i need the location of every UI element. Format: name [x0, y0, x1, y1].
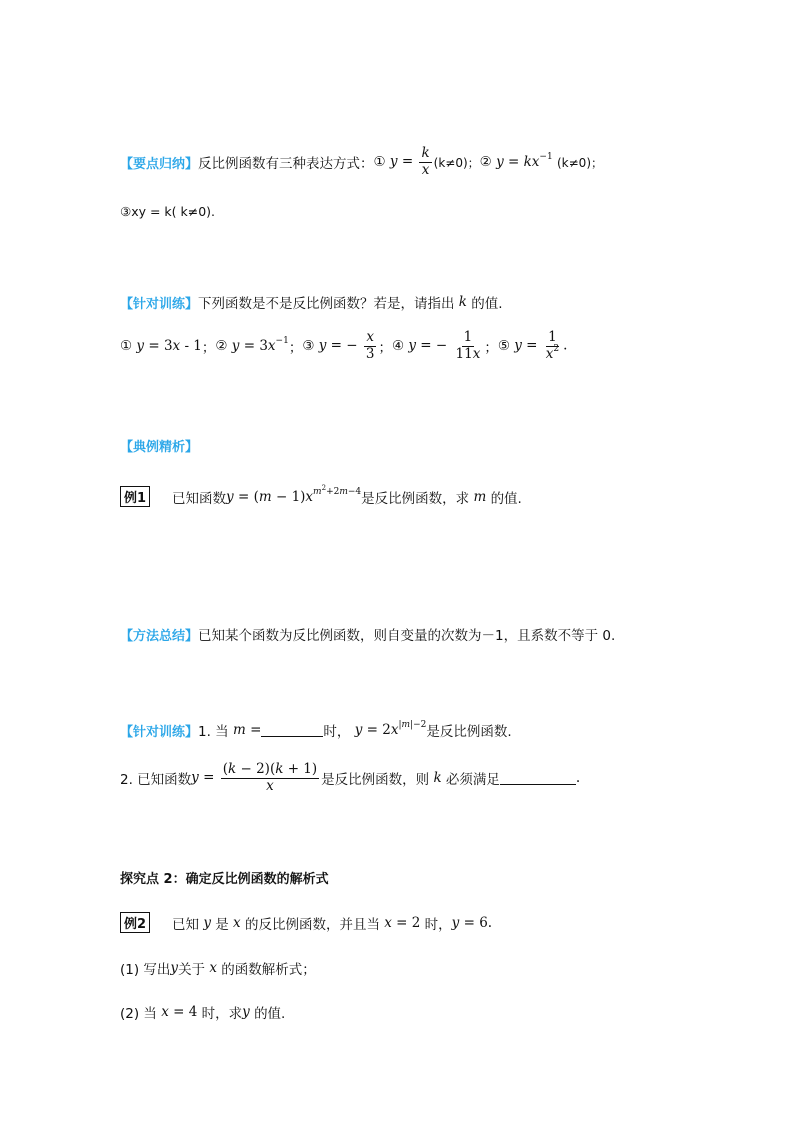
example2-cond-x: x = 2 [384, 914, 425, 931]
example1-label: 例1 [120, 486, 150, 507]
training2-q1-b: 时， [323, 724, 351, 740]
training1-formula-4: y = − $\frac{1}{11x}$ [408, 329, 481, 362]
example2-q2-line: (2) 当 x = 4 时，求 y 的值. [120, 1004, 286, 1022]
method-text: 已知某个函数为反比例函数，则自变量的次数为－1，且系数不等于 0. [198, 628, 616, 644]
item1-condition: (k≠0)； [433, 155, 480, 170]
example2-q2-c: 的值. [254, 1006, 286, 1022]
training2-q1-var: m = [232, 722, 262, 738]
training1-formula-3: y = − $\frac{x}{3}$ [318, 329, 375, 362]
training2-q2-b: 是反比例函数，则 [321, 772, 430, 789]
example2-cond-y: y = 6. [451, 914, 493, 931]
formula-2: $y = kx^{-1}$ [496, 152, 553, 171]
formula-1: y = $\frac{k}{x}$ [389, 145, 430, 178]
training2-tag: 【针对训练】 [120, 724, 199, 740]
training2-q1-a: 1. 当 [198, 724, 229, 740]
training2-q2-formula: y = $\frac{(k - 2)(k + 1)}{x}$ [191, 761, 318, 794]
training1-question-line: 【针对训练】 下列函数是不是反比例函数？若是，请指出 k 的值. [120, 294, 503, 312]
example2-text-c: 的反比例函数，并且当 [244, 916, 380, 933]
key-points-intro: 反比例函数有三种表达方式： [198, 156, 374, 173]
training1-item-1-mark: ① [120, 338, 133, 355]
example2-q2-cond: x = 4 [161, 1004, 202, 1020]
section2-title: 探究点 2：确定反比例函数的解析式 [120, 872, 329, 887]
example2-text-a: 已知 [172, 916, 200, 933]
training2-q2-a: 2. 已知函数 [120, 772, 192, 789]
example2-text-b: 是 [215, 916, 229, 933]
typical-tag: 【典例精析】 [120, 440, 199, 455]
example1-text-c: 的值. [490, 490, 522, 507]
example2-line: 例2 已知 y 是 x 的反比例函数，并且当 x = 2 时， y = 6. [120, 912, 492, 933]
example2-text-d: 时， [424, 916, 452, 933]
training2-q1-line [120, 720, 512, 740]
key-points-tag: 【要点归纳】 [120, 156, 199, 172]
example2-label: 例2 [120, 912, 150, 933]
training2-q1-c: 是反比例函数. [426, 724, 512, 740]
example2-q2-b: 时，求 [201, 1006, 243, 1022]
example2-q1-c: 的函数解析式； [221, 962, 316, 978]
item1-mark: ① [373, 154, 386, 171]
item2-condition: (k≠0)； [557, 155, 604, 170]
item3-text: ③xy = k( k≠0). [120, 204, 216, 219]
key-points-line-1 [120, 146, 603, 178]
example1-formula: $y = (m - 1)x^{m^2+2m-4}$ [226, 484, 362, 505]
example2-q1-a: (1) 写出 [120, 962, 171, 978]
example1-text-a: 已知函数 [172, 490, 227, 507]
training1-items-line: ① y = 3x - 1 ； ② $y = 3x^{-1}$ ； ③ y = − $\frac{x}{3}$ ； ④ y = − $\frac{1}{11x}$ ； ⑤ y = $\frac{1}{x^2}$ . [120, 329, 568, 362]
training2-q1-formula: $y = 2x^{|m|-2}$ [354, 720, 427, 738]
item2-mark: ② [479, 154, 492, 171]
training2-q2-blank[interactable] [500, 772, 576, 785]
training1-question: 下列函数是不是反比例函数？若是，请指出 [198, 296, 455, 312]
training1-item-3-mark: ③ [302, 338, 315, 355]
training1-tag: 【针对训练】 [120, 296, 199, 312]
training1-item-4-mark: ④ [391, 338, 405, 355]
typical-heading-line [120, 436, 198, 455]
training1-item-5-mark: ⑤ [497, 338, 510, 355]
method-tag: 【方法总结】 [120, 628, 199, 644]
section2-title-line [120, 868, 329, 887]
method-line [120, 624, 615, 644]
training2-q2-line: 2. 已知函数 y = $\frac{(k - 2)(k + 1)}{x}$ 是反比例函数，则 k 必须满足 . [120, 761, 581, 794]
example2-q1-b: 关于 [178, 962, 206, 978]
example2-q2-a: (2) 当 [120, 1006, 157, 1022]
example2-q1-line: (1) 写出 y 关于 x 的函数解析式； [120, 960, 316, 978]
training1-formula-2: $y = 3x^{-1}$ [231, 336, 289, 355]
training2-q2-c: 必须满足 [445, 772, 500, 789]
key-points-line-2 [120, 204, 215, 219]
example1-text-b: 是反比例函数，求 [361, 490, 470, 507]
example1-line: 例1 已知函数 $y = (m - 1)x^{m^2+2m-4}$ 是反比例函数，求 m 的值. [120, 486, 522, 507]
training1-item-2-mark: ② [215, 338, 228, 355]
training1-question-tail: 的值. [471, 296, 503, 312]
training1-formula-5: y = $\frac{1}{x^2}$ . [514, 329, 568, 362]
training2-q1-blank[interactable] [261, 724, 323, 737]
training1-formula-1: y = 3x - 1 [136, 338, 202, 355]
